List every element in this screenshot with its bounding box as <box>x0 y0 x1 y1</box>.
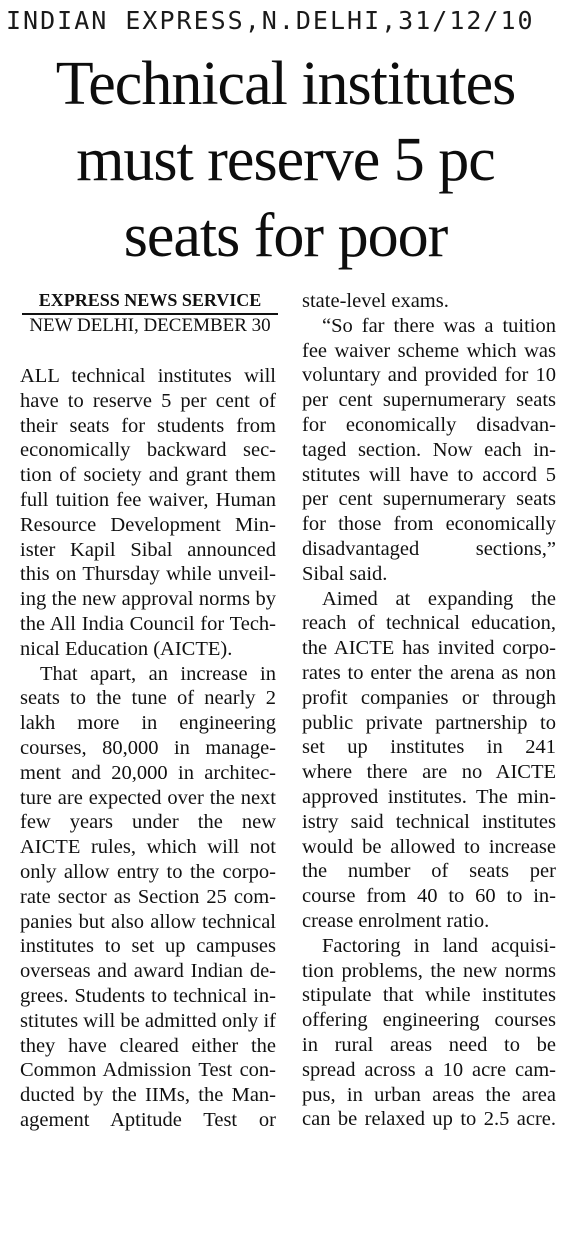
article-line: tion of society and grant them <box>20 464 276 487</box>
article-line: istry said technical institutes <box>302 810 556 833</box>
dateline: INDIAN EXPRESS,N.DELHI,31/12/10 <box>6 6 535 35</box>
article-line: Common Admission Test con- <box>20 1059 276 1082</box>
article-line: tion problems, the new norms <box>302 959 556 982</box>
article-line: institutes to set up campuses <box>20 935 276 958</box>
article-line: stipulate that while institutes <box>302 984 556 1007</box>
article-line: taged section. Now each in- <box>302 438 556 461</box>
article-line: agement Aptitude Test or <box>20 1108 276 1131</box>
article-line: stitutes will have to accord 5 <box>302 463 556 486</box>
article-line: in rural areas need to be <box>302 1033 556 1056</box>
article-line: offering engineering courses <box>302 1009 556 1032</box>
article-line: grees. Students to technical in- <box>20 984 276 1007</box>
article-line: ture are expected over the next <box>20 786 276 809</box>
article-line: the AICTE has invited corpo- <box>302 637 556 660</box>
article-line: per cent supernumerary seats <box>302 488 556 511</box>
article-line: ing the new approval norms by <box>20 588 276 611</box>
article-line: ducted by the IIMs, the Man- <box>20 1084 276 1107</box>
article-line: course from 40 to 60 to in- <box>302 885 556 908</box>
article-line: for economically disadvan- <box>302 413 556 436</box>
headline-line-1: Technical institutes <box>55 50 516 118</box>
article-line: rates to enter the arena as non <box>302 661 556 684</box>
article-line: lakh more in engineering <box>20 712 276 735</box>
article-line: set up institutes in 241 <box>302 736 556 759</box>
article-line: crease enrolment ratio. <box>302 909 490 932</box>
article-line: seats to the tune of nearly 2 <box>20 687 276 710</box>
article-line: per cent supernumerary seats <box>302 389 556 412</box>
article-line: rate sector as Section 25 com- <box>20 885 276 908</box>
article-line: Resource Development Min- <box>20 513 276 536</box>
article-line: for those from economically <box>302 513 556 536</box>
article-line: the All India Council for Tech- <box>20 612 276 635</box>
article-line: they have cleared either the <box>20 1034 276 1057</box>
article-line: where there are no AICTE <box>302 761 556 784</box>
article-line: Sibal said. <box>302 562 388 585</box>
article-line: panies but also allow technical <box>20 910 276 933</box>
article-line: ALL technical institutes will <box>20 365 276 387</box>
headline <box>0 46 571 274</box>
article-line: AICTE rules, which will not <box>20 836 276 859</box>
article-line: ister Kapil Sibal announced <box>20 538 276 561</box>
article-line: Aimed at expanding the <box>322 587 556 610</box>
byline: EXPRESS NEWS SERVICE <box>22 289 278 315</box>
article-line: reach of technical education, <box>302 612 556 635</box>
article-line: fee waiver scheme which was <box>302 339 556 362</box>
article-column-2 <box>302 289 556 1132</box>
article-line: ment and 20,000 in architec- <box>20 761 276 784</box>
article-line: only allow entry to the corpo- <box>20 860 276 883</box>
article-line: That apart, an increase in <box>40 662 276 685</box>
article-line: economically backward sec- <box>20 439 276 462</box>
article-line: can be relaxed up to 2.5 acre. <box>302 1108 556 1131</box>
article-line: nical Education (AICTE). <box>20 637 233 660</box>
article-line: disadvantaged sections,” <box>302 537 556 560</box>
headline-line-2: must reserve 5 pc <box>76 126 495 194</box>
article-line: courses, 80,000 in manage- <box>20 736 276 759</box>
article-line: approved institutes. The min- <box>302 785 556 808</box>
article-line: the number of seats per <box>302 860 556 883</box>
article-line: full tuition fee waiver, Human <box>20 488 276 511</box>
article-line: state-level exams. <box>302 290 449 312</box>
article-line: public private partnership to <box>302 711 556 734</box>
article-line: Factoring in land acquisi- <box>322 934 556 957</box>
article-line: would be allowed to increase <box>302 835 556 858</box>
article-line: overseas and award Indian de- <box>20 960 276 983</box>
article-line: their seats for students from <box>20 414 276 437</box>
article-line: this on Thursday while unveil- <box>20 563 276 586</box>
article-line: profit companies or through <box>302 686 556 709</box>
article-line: few years under the new <box>20 811 276 834</box>
article-line: voluntary and provided for 10 <box>302 364 556 387</box>
article-line: spread across a 10 acre cam- <box>302 1058 556 1081</box>
article-line: “So far there was a tuition <box>322 314 556 337</box>
article-line: pus, in urban areas the area <box>302 1083 556 1106</box>
article-line: have to reserve 5 per cent of <box>20 389 276 412</box>
article-column-1 <box>20 364 276 1133</box>
article-line: stitutes will be admitted only if <box>20 1009 276 1032</box>
headline-line-3: seats for poor <box>123 202 448 270</box>
place-date: NEW DELHI, DECEMBER 30 <box>29 315 271 336</box>
